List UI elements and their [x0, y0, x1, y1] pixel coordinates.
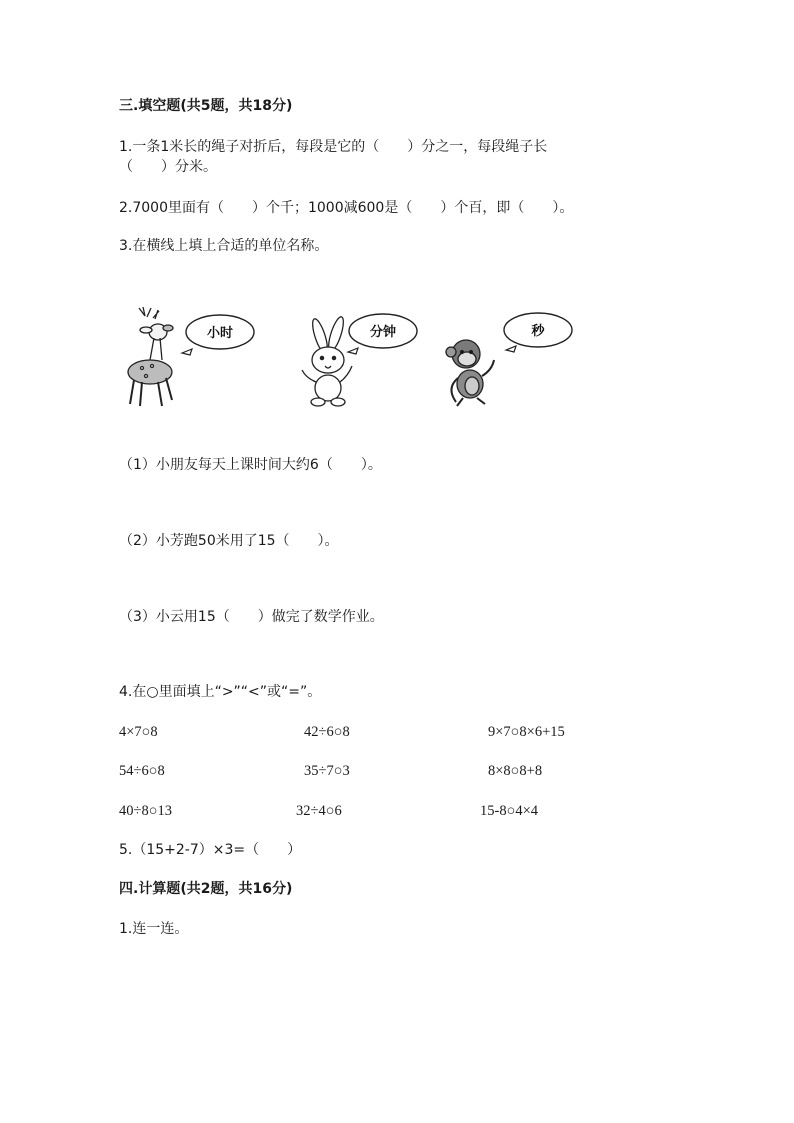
- question-2: 2.7000里面有（ ）个千；1000减600是（ ）个百，即（ ）。: [119, 200, 574, 216]
- section4-question-1: 1.连一连。: [119, 921, 189, 937]
- q4-cell-r2c3: 8×8○8+8: [488, 763, 543, 779]
- q4-cell-r1c3: 9×7○8×6+15: [488, 724, 565, 740]
- question-1-line1: 1.一条1米长的绳子对折后，每段是它的（ ）分之一，每段绳子长: [119, 139, 548, 155]
- question-3: 3.在横线上填上合适的单位名称。: [119, 238, 329, 254]
- q4-cell-r2c2: 35÷7○3: [304, 763, 350, 779]
- question-3-item-2: （2）小芳跑50米用了15（ ）。: [119, 533, 339, 549]
- speech-bubble-hour: [182, 315, 254, 355]
- q4-cell-r3c3: 15-8○4×4: [480, 803, 539, 819]
- question-5: 5.（15+2-7）×3=（ ）: [119, 842, 302, 858]
- question-3-item-3: （3）小云用15（ ）做完了数学作业。: [119, 609, 384, 625]
- q4-cell-r2c1: 54÷6○8: [119, 763, 165, 779]
- monkey-icon: [446, 340, 494, 406]
- section3-title: 三.填空题(共5题，共18分): [119, 98, 293, 114]
- rabbit-icon: [302, 315, 352, 406]
- q4-cell-r3c1: 40÷8○13: [119, 803, 172, 819]
- q4-cell-r1c1: 4×7○8: [119, 724, 158, 740]
- bubble-label-second: 秒: [531, 324, 545, 339]
- bubble-label-minute: 分钟: [369, 325, 397, 340]
- speech-bubble-second: [504, 313, 572, 352]
- q4-cell-r1c2: 42÷6○8: [304, 724, 350, 740]
- question-4: 4.在○里面填上“>”“<”或“=”。: [119, 684, 322, 700]
- bubble-label-hour: 小时: [206, 326, 234, 341]
- question-1-line2: （ ）分米。: [119, 159, 217, 175]
- speech-bubble-minute: [348, 314, 417, 354]
- question-3-item-1: （1）小朋友每天上课时间大约6（ ）。: [119, 457, 382, 473]
- q4-cell-r3c2: 32÷4○6: [296, 803, 342, 819]
- deer-icon: [128, 307, 173, 406]
- section4-title: 四.计算题(共2题，共16分): [119, 881, 293, 897]
- animal-illustration: [120, 306, 590, 416]
